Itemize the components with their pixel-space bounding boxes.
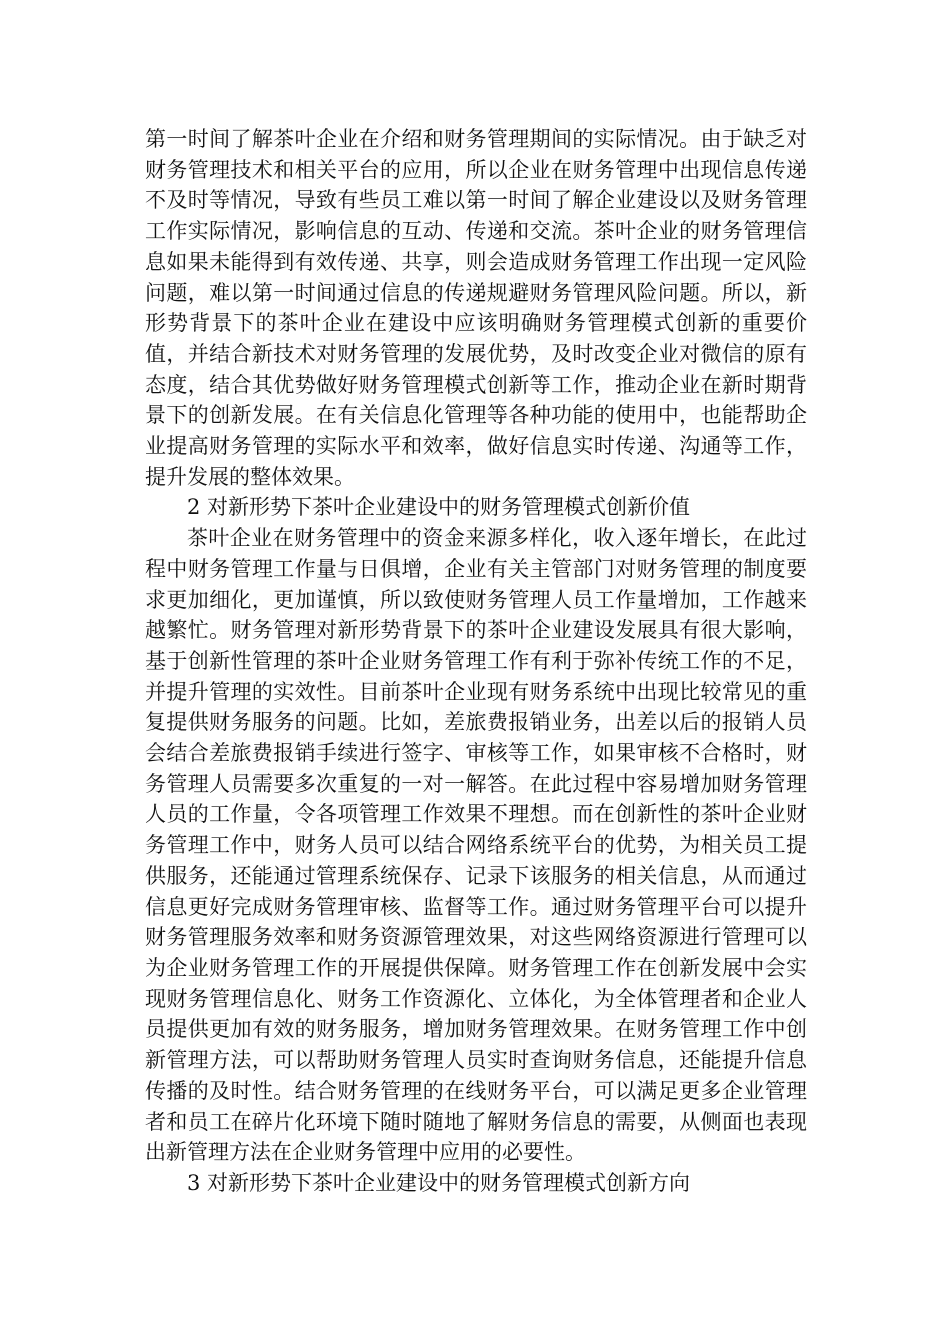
body-paragraph-1: 第一时间了解茶叶企业在介绍和财务管理期间的实际情况。由于缺乏对财务管理技术和相关平台的应用，所以企业在财务管理中出现信息传递不及时等情况，导致有些员工难以第一时间了解企业建设以及财务管理工作实际情况，影响信息的互动、传递和交流。茶叶企业的财务管理信息如果未能得到有效传递、共享，则会造成财务管理工作出现一定风险问题，难以第一时间通过信息的传递规避财务管理风险问题。所以，新形势背景下的茶叶企业在建设中应该明确财务管理模式创新的重要价值，并结合新技术对财务管理的发展优势，及时改变企业对微信的原有态度，结合其优势做好财务管理模式创新等工作，推动企业在新时期背景下的创新发展。在有关信息化管理等各种功能的使用中，也能帮助企业提高财务管理的实际水平和效率，做好信息实时传递、沟通等工作，提升发展的整体效果。 (145, 127, 807, 489)
section-heading-2: 2 对新形势下茶叶企业建设中的财务管理模式创新价值 (187, 495, 691, 520)
section-heading-3: 3 对新形势下茶叶企业建设中的财务管理模式创新方向 (187, 1170, 691, 1195)
document-page (145, 124, 807, 1199)
body-paragraph-2: 茶叶企业在财务管理中的资金来源多样化，收入逐年增长，在此过程中财务管理工作量与日俱增，企业有关主管部门对财务管理的制度要求更加细化，更加谨慎，所以致使财务管理人员工作量增加，工作越来越繁忙。财务管理对新形势背景下的茶叶企业建设发展具有很大影响，基于创新性管理的茶叶企业财务管理工作有利于弥补传统工作的不足，并提升管理的实效性。目前茶叶企业现有财务系统中出现比较常见的重复提供财务服务的问题。比如，差旅费报销业务，出差以后的报销人员会结合差旅费报销手续进行签字、审核等工作，如果审核不合格时，财务管理人员需要多次重复的一对一解答。在此过程中容易增加财务管理人员的工作量，令各项管理工作效果不理想。而在创新性的茶叶企业财务管理工作中，财务人员可以结合网络系统平台的优势，为相关员工提供服务，还能通过管理系统保存、记录下该服务的相关信息，从而通过信息更好完成财务管理审核、监督等工作。通过财务管理平台可以提升财务管理服务效率和财务资源管理效果，对这些网络资源进行管理可以为企业财务管理工作的开展提供保障。财务管理工作在创新发展中会实现财务管理信息化、财务工作资源化、立体化，为全体管理者和企业人员提供更加有效的财务服务，增加财务管理效果。在财务管理工作中创新管理方法，可以帮助财务管理人员实时查询财务信息，还能提升信息传播的及时性。结合财务管理的在线财务平台，可以满足更多企业管理者和员工在碎片化环境下随时随地了解财务信息的需要，从侧面也表现出新管理方法在企业财务管理中应用的必要性。 (145, 526, 807, 1165)
